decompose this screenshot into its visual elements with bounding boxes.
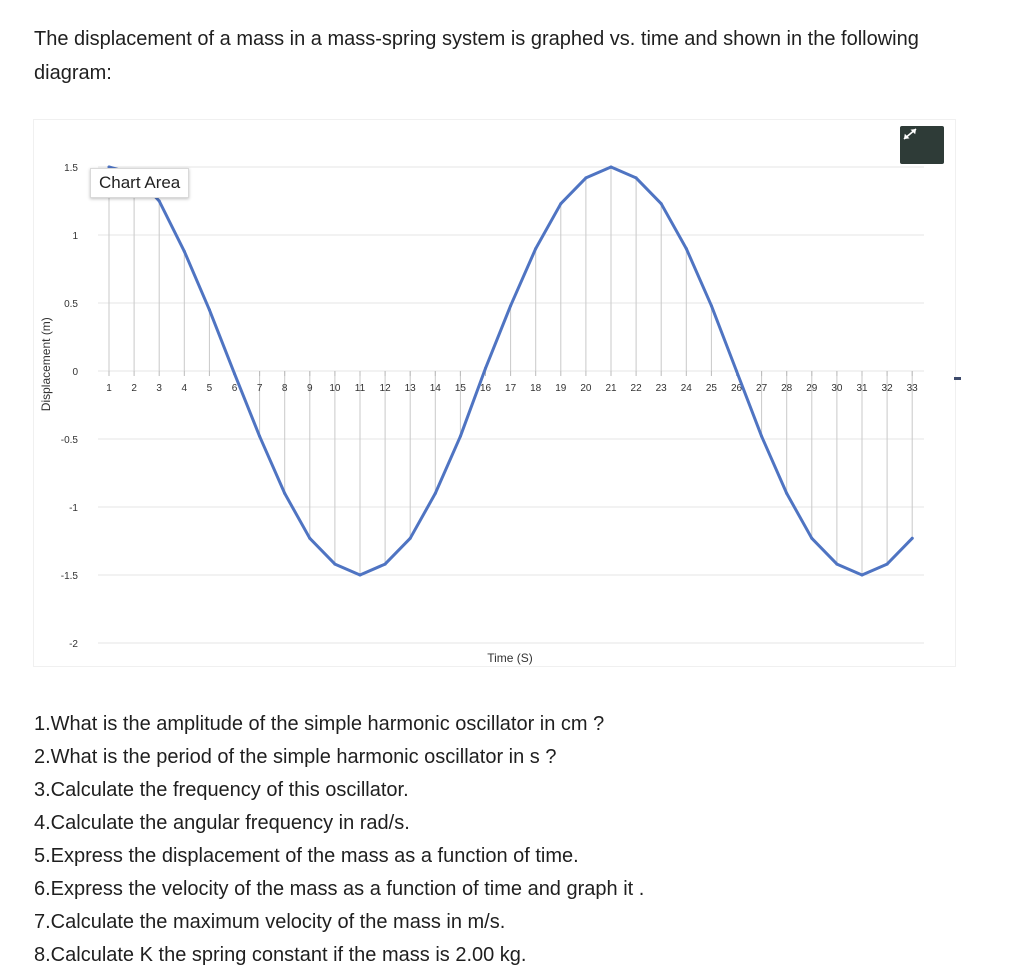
intro-paragraph: The displacement of a mass in a mass-spring system is graphed vs. time and shown in the following diagram:	[34, 28, 919, 84]
data-point	[158, 200, 161, 203]
data-point	[660, 202, 663, 205]
expand-arrows-icon	[900, 126, 920, 142]
x-tick-label: 7	[256, 383, 263, 394]
x-tick-label: 32	[881, 383, 893, 394]
data-point	[409, 537, 412, 540]
question-item: 5.Express the displacement of the mass as a function of time.	[34, 845, 579, 867]
x-tick-labels	[106, 371, 918, 394]
data-point	[584, 176, 587, 179]
y-tick-label: -1	[69, 503, 78, 514]
data-point	[258, 435, 261, 438]
x-tick-label: 14	[429, 383, 441, 394]
data-point	[610, 166, 613, 169]
x-tick-label: 5	[206, 383, 213, 394]
x-tick-label: 24	[680, 383, 692, 394]
y-tick-label: 0.5	[64, 299, 78, 310]
x-tick-label: 27	[756, 383, 768, 394]
x-tick-label: 18	[530, 383, 542, 394]
side-dash-marker	[954, 377, 961, 380]
x-tick-label: 28	[781, 383, 793, 394]
data-point	[911, 537, 914, 540]
displacement-chart	[34, 120, 955, 666]
x-tick-label: 21	[605, 383, 617, 394]
data-point	[384, 563, 387, 566]
x-tick-label: 16	[479, 383, 492, 394]
data-point	[635, 176, 638, 179]
expand-chart-button[interactable]	[900, 126, 944, 164]
question-item: 8.Calculate K the spring constant if the mass is 2.00 kg.	[34, 944, 527, 966]
questions-list	[34, 708, 934, 972]
y-axis-title: Displacement (m)	[39, 317, 53, 412]
data-point	[434, 492, 437, 495]
x-tick-label: 33	[906, 383, 918, 394]
data-point	[233, 372, 236, 375]
data-point	[835, 563, 838, 566]
question-item: 3.Calculate the frequency of this oscillator.	[34, 779, 409, 801]
data-point	[359, 574, 362, 577]
x-tick-label: 1	[106, 383, 112, 394]
y-tick-label: 1.5	[64, 163, 78, 174]
x-tick-label: 23	[655, 383, 667, 394]
chart-container[interactable]	[34, 120, 955, 666]
question-item: 2.What is the period of the simple harmonic oscillator in s ?	[34, 746, 557, 768]
question-item: 4.Calculate the angular frequency in rad/s.	[34, 812, 410, 834]
x-tick-label: 19	[555, 383, 567, 394]
x-tick-label: 26	[730, 383, 743, 394]
data-point	[459, 435, 462, 438]
x-tick-label: 2	[131, 383, 137, 394]
x-tick-label: 10	[329, 383, 341, 394]
x-tick-label: 11	[354, 383, 366, 394]
question-item: 6.Express the velocity of the mass as a function of time and graph it .	[34, 878, 645, 900]
x-tick-label: 20	[580, 383, 592, 394]
data-point	[208, 308, 211, 311]
data-point	[710, 304, 713, 307]
data-point	[484, 367, 487, 370]
data-point	[760, 435, 763, 438]
data-point	[810, 537, 813, 540]
question-item: 1.What is the amplitude of the simple harmonic oscillator in cm ?	[34, 713, 605, 735]
x-tick-label: 29	[806, 383, 818, 394]
data-point	[886, 563, 889, 566]
x-tick-label: 3	[156, 383, 162, 394]
data-point	[283, 492, 286, 495]
x-axis-title: Time (S)	[487, 651, 533, 665]
data-point	[509, 304, 512, 307]
y-tick-label: 0	[72, 367, 78, 378]
x-tick-label: 4	[181, 383, 188, 394]
data-point	[785, 492, 788, 495]
x-tick-label: 15	[454, 383, 466, 394]
y-tick-label: -2	[69, 639, 78, 650]
data-point	[559, 202, 562, 205]
x-tick-label: 12	[379, 383, 391, 394]
y-tick-label: 1	[72, 231, 78, 242]
x-tick-label: 17	[505, 383, 517, 394]
x-tick-label: 6	[231, 383, 238, 394]
data-point	[183, 250, 186, 253]
data-point	[685, 247, 688, 250]
y-tick-label: -0.5	[60, 435, 78, 446]
y-tick-labels	[61, 163, 79, 650]
y-tick-label: -1.5	[60, 571, 78, 582]
x-tick-label: 25	[705, 383, 717, 394]
data-point	[333, 563, 336, 566]
chart-area-tooltip: Chart Area	[90, 168, 189, 198]
x-tick-label: 31	[856, 383, 868, 394]
grid-layer	[98, 167, 924, 643]
question-item: 7.Calculate the maximum velocity of the mass in m/s.	[34, 911, 506, 933]
data-point	[308, 537, 311, 540]
x-tick-label: 30	[831, 383, 843, 394]
x-tick-label: 22	[630, 383, 642, 394]
data-point	[534, 247, 537, 250]
x-tick-label: 13	[404, 383, 416, 394]
data-point	[735, 370, 738, 373]
x-tick-label: 9	[307, 383, 313, 394]
x-tick-label: 8	[281, 383, 288, 394]
data-point	[861, 574, 864, 577]
